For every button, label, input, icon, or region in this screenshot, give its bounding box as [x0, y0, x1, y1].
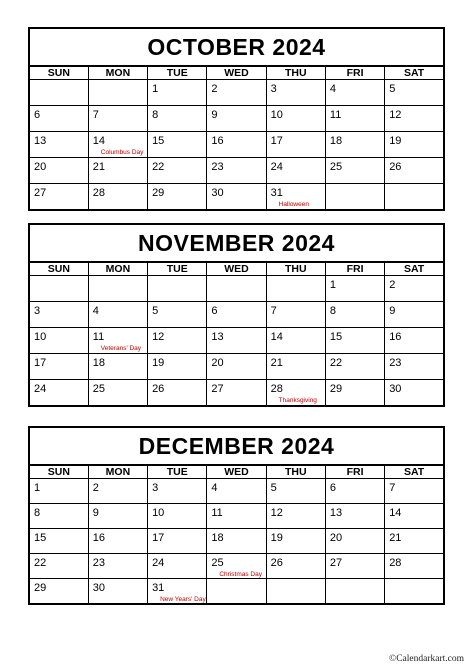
day-number: 8: [34, 507, 41, 519]
day-cell: [385, 479, 444, 504]
day-cell: [325, 106, 384, 132]
day-number: 10: [270, 109, 283, 121]
day-number: 26: [389, 161, 402, 173]
day-number: 23: [389, 357, 402, 369]
day-number: 25: [329, 161, 343, 173]
day-number: 26: [152, 383, 165, 395]
day-cell: [207, 276, 266, 302]
day-cell: [385, 354, 444, 380]
day-number: 5: [152, 305, 159, 317]
day-cell: [266, 80, 325, 106]
week-row: [29, 504, 444, 529]
day-cell: [385, 328, 444, 354]
weekday-header: FRI: [325, 465, 384, 479]
day-number: 7: [389, 482, 396, 494]
day-cell: [148, 132, 207, 158]
weekday-header: SAT: [385, 66, 444, 80]
day-number: 17: [270, 135, 283, 147]
day-cell: [385, 132, 444, 158]
day-cell: [148, 80, 207, 106]
weekday-header: MON: [88, 262, 147, 276]
day-cell: [325, 579, 384, 605]
day-cell: [29, 504, 88, 529]
weekday-header: SAT: [385, 465, 444, 479]
holiday-label: Veterans' Day: [100, 345, 142, 352]
day-number: 18: [329, 135, 343, 147]
weekday-header: SAT: [385, 262, 444, 276]
day-cell: [88, 579, 147, 605]
day-cell: [207, 529, 266, 554]
day-cell: [207, 554, 266, 579]
day-cell: [88, 184, 147, 211]
day-cell: [266, 504, 325, 529]
day-number: 13: [329, 507, 343, 519]
day-number: 4: [329, 83, 337, 95]
calendar-december: [28, 426, 445, 605]
day-number: 20: [211, 357, 224, 369]
day-cell: [29, 132, 88, 158]
day-cell: [207, 579, 266, 605]
month-table: [28, 27, 445, 211]
weekday-header: THU: [266, 262, 325, 276]
month-title: OCTOBER 2024: [29, 28, 444, 66]
day-number: 10: [152, 507, 165, 519]
day-cell: [29, 184, 88, 211]
day-number: 9: [211, 109, 218, 121]
day-number: 6: [329, 482, 337, 494]
day-cell: [88, 479, 147, 504]
day-cell: [385, 80, 444, 106]
week-row: [29, 354, 444, 380]
day-number: 28: [270, 383, 283, 395]
week-row: [29, 276, 444, 302]
day-number: 7: [270, 305, 277, 317]
day-cell: [385, 158, 444, 184]
day-cell: [385, 579, 444, 605]
day-number: 18: [92, 357, 106, 369]
day-cell: [29, 158, 88, 184]
day-cell: [325, 158, 384, 184]
holiday-label: New Years' Day: [160, 596, 206, 603]
holiday-label: Halloween: [278, 201, 309, 208]
week-row: [29, 302, 444, 328]
day-cell: [385, 106, 444, 132]
day-number: 8: [329, 305, 337, 317]
day-number: 29: [329, 383, 343, 395]
day-number: 15: [329, 331, 343, 343]
day-cell: [207, 354, 266, 380]
day-cell: [148, 380, 207, 407]
day-number: 29: [34, 582, 47, 594]
weekday-header: FRI: [325, 262, 384, 276]
day-cell: [148, 184, 207, 211]
day-number: 1: [152, 83, 159, 95]
week-row: [29, 479, 444, 504]
day-number: 5: [270, 482, 277, 494]
day-cell: [148, 354, 207, 380]
day-number: 14: [389, 507, 402, 519]
day-number: 11: [92, 331, 105, 343]
day-cell: [207, 328, 266, 354]
day-number: 31: [152, 582, 165, 594]
day-number: 30: [389, 383, 402, 395]
weekday-header: TUE: [148, 465, 207, 479]
day-number: 17: [34, 357, 47, 369]
footer-credit: ©Calendarkart.com: [388, 654, 464, 664]
day-number: 7: [92, 109, 99, 121]
day-number: 21: [92, 161, 106, 173]
day-cell: [29, 529, 88, 554]
day-number: 16: [211, 135, 224, 147]
day-cell: [207, 80, 266, 106]
day-cell: [325, 479, 384, 504]
day-number: 25: [211, 557, 224, 569]
day-cell: [148, 106, 207, 132]
day-cell: [266, 380, 325, 407]
day-cell: [88, 554, 147, 579]
weekday-header: SUN: [29, 66, 88, 80]
holiday-label: Christmas Day: [219, 571, 262, 578]
day-number: 24: [152, 557, 165, 569]
day-number: 1: [329, 279, 337, 291]
day-cell: [266, 479, 325, 504]
week-row: [29, 184, 444, 211]
day-cell: [266, 132, 325, 158]
day-cell: [325, 276, 384, 302]
day-cell: [325, 328, 384, 354]
day-number: 12: [270, 507, 283, 519]
day-cell: [207, 106, 266, 132]
week-row: [29, 328, 444, 354]
day-cell: [385, 302, 444, 328]
week-row: [29, 529, 444, 554]
day-cell: [266, 529, 325, 554]
day-cell: [207, 380, 266, 407]
day-cell: [385, 504, 444, 529]
weekday-header: SUN: [29, 465, 88, 479]
weekday-header: WED: [207, 465, 266, 479]
calendar-october: [28, 27, 445, 211]
day-cell: [325, 132, 384, 158]
weekday-header: TUE: [148, 262, 207, 276]
week-row: [29, 158, 444, 184]
day-number: 17: [152, 532, 165, 544]
day-cell: [325, 302, 384, 328]
day-cell: [29, 479, 88, 504]
calendar-november: [28, 223, 445, 407]
day-number: 23: [92, 557, 106, 569]
day-cell: [88, 504, 147, 529]
day-number: 16: [92, 532, 106, 544]
day-cell: [266, 184, 325, 211]
day-cell: [325, 504, 384, 529]
day-number: 25: [92, 383, 106, 395]
day-cell: [266, 276, 325, 302]
day-cell: [385, 529, 444, 554]
day-cell: [207, 302, 266, 328]
day-number: 2: [211, 83, 218, 95]
day-cell: [29, 80, 88, 106]
day-cell: [88, 302, 147, 328]
day-cell: [29, 276, 88, 302]
day-cell: [88, 80, 147, 106]
day-number: 21: [270, 357, 283, 369]
day-cell: [148, 158, 207, 184]
day-cell: [325, 554, 384, 579]
day-number: 4: [211, 482, 218, 494]
weekday-header: THU: [266, 465, 325, 479]
day-number: 15: [152, 135, 165, 147]
day-cell: [148, 302, 207, 328]
day-number: 9: [92, 507, 99, 519]
day-number: 11: [329, 109, 342, 121]
day-number: 19: [270, 532, 283, 544]
day-cell: [266, 106, 325, 132]
day-cell: [325, 80, 384, 106]
day-cell: [207, 184, 266, 211]
day-number: 22: [152, 161, 165, 173]
weekday-header: MON: [88, 465, 147, 479]
day-cell: [88, 158, 147, 184]
day-number: 16: [389, 331, 402, 343]
weekday-header: THU: [266, 66, 325, 80]
weekday-header: TUE: [148, 66, 207, 80]
day-cell: [266, 579, 325, 605]
day-number: 18: [211, 532, 224, 544]
day-number: 14: [92, 135, 106, 147]
day-number: 3: [34, 305, 41, 317]
day-number: 6: [34, 109, 41, 121]
month-table: [28, 426, 445, 605]
week-row: [29, 80, 444, 106]
day-cell: [88, 276, 147, 302]
day-cell: [148, 479, 207, 504]
day-cell: [88, 529, 147, 554]
day-cell: [88, 328, 147, 354]
day-number: 8: [152, 109, 159, 121]
day-number: 26: [270, 557, 283, 569]
day-number: 14: [270, 331, 283, 343]
day-number: 27: [34, 187, 47, 199]
day-number: 22: [34, 557, 47, 569]
day-number: 20: [329, 532, 343, 544]
day-cell: [266, 328, 325, 354]
day-cell: [385, 184, 444, 211]
day-number: 28: [389, 557, 402, 569]
day-cell: [88, 354, 147, 380]
month-title: NOVEMBER 2024: [29, 224, 444, 262]
day-number: 27: [211, 383, 224, 395]
day-number: 31: [270, 187, 283, 199]
week-row: [29, 554, 444, 579]
day-cell: [266, 354, 325, 380]
day-cell: [29, 302, 88, 328]
week-row: [29, 380, 444, 407]
weekday-header: MON: [88, 66, 147, 80]
day-cell: [207, 504, 266, 529]
day-cell: [148, 529, 207, 554]
day-number: 20: [34, 161, 47, 173]
day-number: 12: [389, 109, 402, 121]
day-cell: [325, 184, 384, 211]
weekday-header: FRI: [325, 66, 384, 80]
day-number: 28: [92, 187, 106, 199]
day-cell: [29, 354, 88, 380]
day-cell: [385, 554, 444, 579]
day-number: 10: [34, 331, 47, 343]
day-cell: [148, 554, 207, 579]
day-number: 12: [152, 331, 165, 343]
day-number: 6: [211, 305, 218, 317]
week-row: [29, 106, 444, 132]
day-number: 19: [152, 357, 165, 369]
day-number: 29: [152, 187, 165, 199]
day-number: 2: [389, 279, 396, 291]
day-number: 3: [152, 482, 159, 494]
day-cell: [88, 380, 147, 407]
day-cell: [148, 328, 207, 354]
day-cell: [88, 106, 147, 132]
weekday-header: SUN: [29, 262, 88, 276]
day-number: 21: [389, 532, 402, 544]
day-cell: [207, 479, 266, 504]
week-row: [29, 132, 444, 158]
day-cell: [148, 504, 207, 529]
day-number: 1: [34, 482, 41, 494]
day-cell: [266, 554, 325, 579]
holiday-label: Columbus Day: [100, 149, 144, 156]
day-cell: [148, 276, 207, 302]
day-number: 13: [211, 331, 224, 343]
day-cell: [29, 554, 88, 579]
day-cell: [207, 132, 266, 158]
day-cell: [325, 380, 384, 407]
day-number: 5: [389, 83, 396, 95]
day-number: 3: [270, 83, 277, 95]
day-cell: [207, 158, 266, 184]
day-number: 15: [34, 532, 47, 544]
week-row: [29, 579, 444, 605]
day-number: 30: [92, 582, 106, 594]
day-cell: [385, 276, 444, 302]
day-cell: [325, 354, 384, 380]
month-title: DECEMBER 2024: [29, 427, 444, 465]
day-number: 13: [34, 135, 47, 147]
day-cell: [29, 106, 88, 132]
day-cell: [88, 132, 147, 158]
holiday-label: Thanksgiving: [278, 397, 317, 404]
day-number: 4: [92, 305, 99, 317]
day-number: 27: [329, 557, 343, 569]
month-table: [28, 223, 445, 407]
day-number: 19: [389, 135, 402, 147]
day-number: 2: [92, 482, 99, 494]
day-cell: [266, 158, 325, 184]
day-cell: [266, 302, 325, 328]
day-cell: [385, 380, 444, 407]
weekday-header: WED: [207, 262, 266, 276]
day-number: 24: [34, 383, 47, 395]
day-number: 24: [270, 161, 283, 173]
weekday-header: WED: [207, 66, 266, 80]
day-cell: [29, 579, 88, 605]
day-cell: [148, 579, 207, 605]
day-number: 9: [389, 305, 396, 317]
day-cell: [325, 529, 384, 554]
day-number: 30: [211, 187, 224, 199]
day-number: 23: [211, 161, 224, 173]
day-cell: [29, 380, 88, 407]
day-cell: [29, 328, 88, 354]
day-number: 22: [329, 357, 343, 369]
day-number: 11: [211, 507, 223, 519]
